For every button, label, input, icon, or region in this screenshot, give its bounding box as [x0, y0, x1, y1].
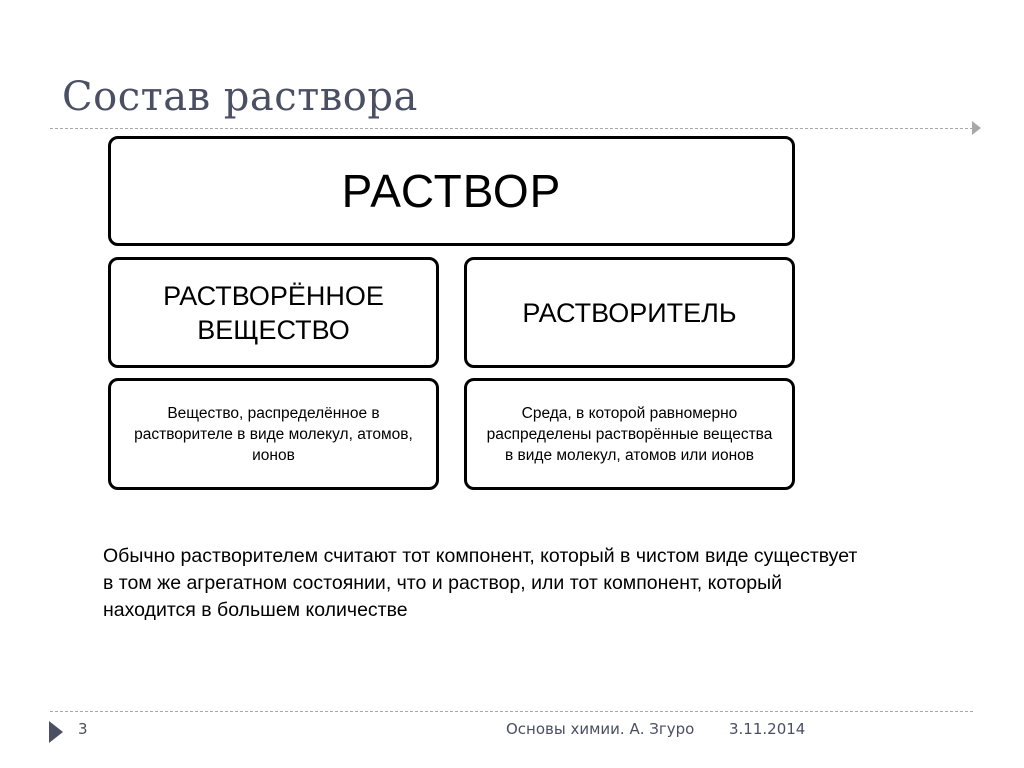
solute-heading: [163, 279, 384, 347]
divider-arrow-icon: [972, 121, 981, 135]
solute-heading-box: [108, 257, 439, 368]
solution-box: [108, 136, 795, 246]
solvent-description: Среда, в которой равномерно распределены растворённые вещества в виде молекул, атомов или ионов: [486, 404, 773, 464]
solute-description-box: [108, 378, 439, 490]
page-number: 3: [78, 720, 88, 738]
slide-title: Состав раствора: [62, 74, 418, 120]
title-divider: [50, 128, 973, 129]
solvent-heading: РАСТВОРИТЕЛЬ: [522, 297, 737, 328]
solvent-description-box: [464, 378, 795, 490]
footer-divider: [50, 711, 973, 712]
solution-label: РАСТВОР: [341, 165, 562, 217]
solvent-heading-box: [464, 257, 795, 368]
solute-description: Вещество, распределённое в растворителе в виде молекул, атомов, ионов: [134, 404, 413, 464]
solute-heading-line1: РАСТВОРЁННОЕ: [163, 280, 384, 311]
footer-date: 3.11.2014: [729, 720, 806, 738]
solute-heading-line2: ВЕЩЕСТВО: [197, 314, 350, 345]
footer-arrow-icon: [49, 721, 63, 743]
solvent-note: Обычно растворителем считают тот компонент, который в чистом виде существует в том же агрегатном состоянии, что и раствор, или тот компонент, который находится в большем количестве: [103, 545, 858, 621]
footer-course-title: Основы химии. А. Згуро: [506, 720, 695, 738]
